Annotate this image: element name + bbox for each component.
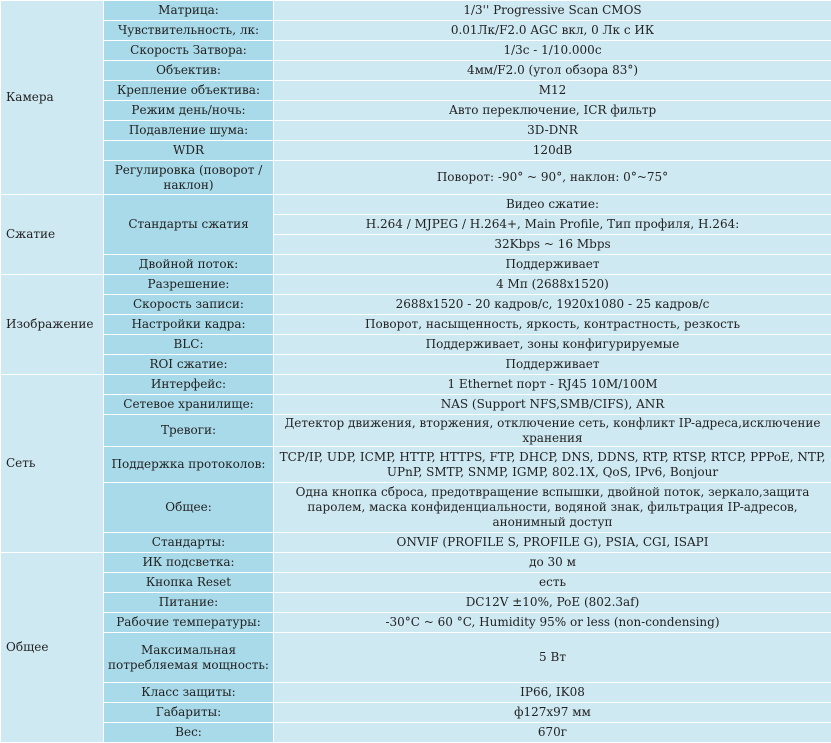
spec-row [1,41,831,61]
section-title: Изображение [1,275,104,375]
spec-label: Кнопка Reset [104,573,274,593]
spec-row [1,101,831,121]
spec-value: 1/3'' Progressive Scan CMOS [274,1,831,21]
spec-value: 670г [274,723,831,743]
spec-row [1,21,831,41]
spec-row [1,395,831,415]
spec-row [1,295,831,315]
spec-row [1,355,831,375]
spec-value: Детектор движения, вторжения, отключение сеть, конфликт IP-адреса,исключение хранения [274,415,831,447]
spec-label: Класс защиты: [104,683,274,703]
spec-row [1,335,831,355]
section-title: Сеть [1,375,104,553]
spec-value: Поддерживает [274,255,831,275]
spec-value: 32Kbps ~ 16 Mbps [274,235,831,255]
spec-row [1,275,831,295]
spec-value: Поворот, насыщенность, яркость, контрастность, резкость [274,315,831,335]
spec-row [1,553,831,573]
spec-row [1,315,831,335]
spec-value: Поворот: -90° ~ 90°, наклон: 0°~75° [274,161,831,195]
spec-label: Крепление объектива: [104,81,274,101]
spec-value: Поддерживает, зоны конфигурируемые [274,335,831,355]
spec-row [1,141,831,161]
spec-label: ИК подсветка: [104,553,274,573]
spec-label: Интерфейс: [104,375,274,395]
spec-value: 120dB [274,141,831,161]
spec-label: Стандарты сжатия [104,195,274,255]
spec-row [1,723,831,743]
spec-row [1,161,831,195]
spec-label: Двойной поток: [104,255,274,275]
spec-label: Подавление шума: [104,121,274,141]
spec-row [1,533,831,553]
spec-row [1,121,831,141]
spec-value: 5 Вт [274,633,831,683]
spec-row [1,683,831,703]
spec-label: Тревоги: [104,415,274,447]
spec-label: Чувствительность, лк: [104,21,274,41]
spec-value: -30°C ~ 60 °C, Humidity 95% or less (non-condensing) [274,613,831,633]
spec-value: Авто переключение, ICR фильтр [274,101,831,121]
spec-value: 4 Мп (2688x1520) [274,275,831,295]
spec-label: Общее: [104,483,274,533]
spec-row [1,447,831,483]
spec-row [1,483,831,533]
spec-label: Регулировка (поворот / наклон) [104,161,274,195]
spec-value: IP66, IK08 [274,683,831,703]
spec-row [1,593,831,613]
spec-value: 4мм/F2.0 (угол обзора 83°) [274,61,831,81]
spec-label: Скорость записи: [104,295,274,315]
spec-row [1,375,831,395]
spec-value: M12 [274,81,831,101]
spec-row [1,195,831,215]
spec-value: 2688x1520 - 20 кадров/с, 1920x1080 - 25 кадров/с [274,295,831,315]
spec-value: Одна кнопка сброса, предотвращение вспышки, двойной поток, зеркало,защита паролем, маска конфиденциальности, водяной знак, фильтрация IP-адресов, анонимный доступ [274,483,831,533]
spec-value: 1 Ethernet порт - RJ45 10M/100M [274,375,831,395]
spec-label: Вес: [104,723,274,743]
section-title: Сжатие [1,195,104,275]
spec-label: BLC: [104,335,274,355]
spec-value: 3D-DNR [274,121,831,141]
spec-label: Режим день/ночь: [104,101,274,121]
spec-label: Максимальная потребляемая мощность: [104,633,274,683]
spec-row [1,415,831,447]
spec-label: Поддержка протоколов: [104,447,274,483]
spec-label: Стандарты: [104,533,274,553]
spec-label: Разрешение: [104,275,274,295]
spec-label: Сетевое хранилище: [104,395,274,415]
spec-row [1,613,831,633]
spec-table-body [1,1,831,743]
spec-row [1,703,831,723]
spec-row [1,81,831,101]
spec-value: ф127x97 мм [274,703,831,723]
spec-value: NAS (Support NFS,SMB/CIFS), ANR [274,395,831,415]
spec-label: Габариты: [104,703,274,723]
spec-value: есть [274,573,831,593]
spec-value: DC12V ±10%, PoE (802.3af) [274,593,831,613]
spec-label: Скорость Затвора: [104,41,274,61]
spec-value: до 30 м [274,553,831,573]
spec-label: WDR [104,141,274,161]
spec-value: Видео сжатие: [274,195,831,215]
spec-value: 1/3с - 1/10.000с [274,41,831,61]
spec-row [1,1,831,21]
spec-value: ONVIF (PROFILE S, PROFILE G), PSIA, CGI, ISAPI [274,533,831,553]
spec-row [1,633,831,683]
spec-label: Матрица: [104,1,274,21]
spec-row [1,61,831,81]
spec-label: Настройки кадра: [104,315,274,335]
section-title: Общее [1,553,104,743]
spec-label: Объектив: [104,61,274,81]
spec-value: H.264 / MJPEG / H.264+, Main Profile, Тип профиля, H.264: [274,215,831,235]
spec-value: Поддерживает [274,355,831,375]
section-title: Камера [1,1,104,195]
spec-value: TCP/IP, UDP, ICMP, HTTP, HTTPS, FTP, DHCP, DNS, DDNS, RTP, RTSP, RTCP, PPPoE, NTP, UPnP, SMTP, SNMP, IGMP, 802.1X, QoS, IPv6, Bonjour [274,447,831,483]
spec-row [1,255,831,275]
spec-label: Питание: [104,593,274,613]
spec-row [1,573,831,593]
spec-label: ROI сжатие: [104,355,274,375]
spec-value: 0.01Лк/F2.0 AGC вкл, 0 Лк с ИК [274,21,831,41]
spec-label: Рабочие температуры: [104,613,274,633]
